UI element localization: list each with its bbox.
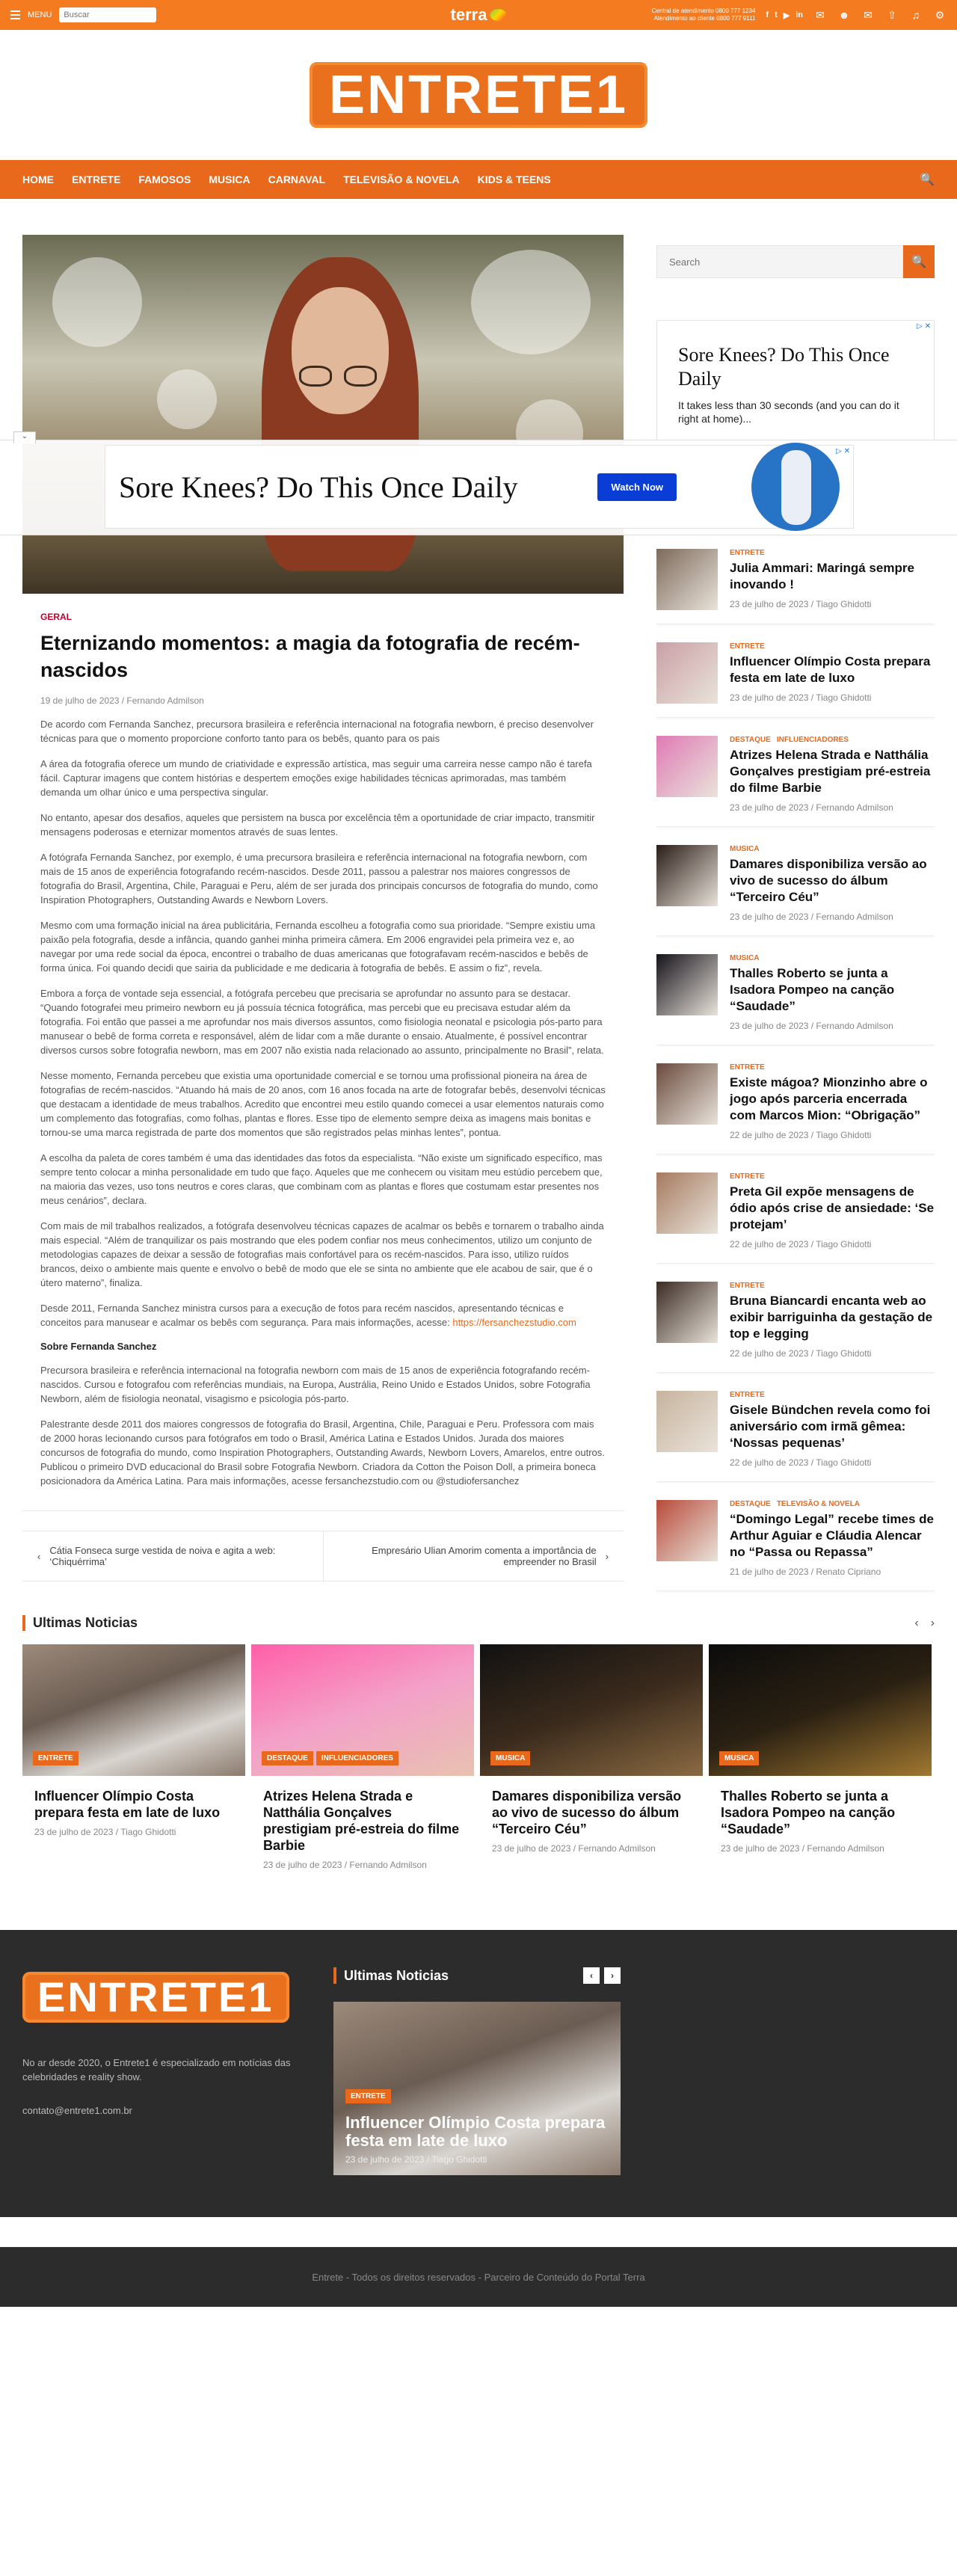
item-meta: 23 de julho de 2023 / Tiago Ghidotti — [730, 692, 872, 703]
footer-card-title[interactable]: Influencer Olímpio Costa prepara festa em late de luxo — [345, 2113, 606, 2150]
sticky-ad-banner — [0, 432, 957, 535]
article-paragraph-link: Desde 2011, Fernanda Sanchez ministra cursos para a execução de fotos para recém nascidos, apresentando técnicas e conceitos para manusear e acalmar os bebês com segurança. Para mais informações, acesse: https://fersanchezstudio.com — [40, 1303, 576, 1328]
sidebar-news-item[interactable] — [656, 1383, 935, 1482]
article-paragraph: Com mais de mil trabalhos realizados, a fotógrafa desenvolveu técnicas capazes de acalmar os bebês e tornarem o trabalho ainda mais especial. “Além de tranquilizar os pais mostrando que eles podem confiar nos meus conhecimentos, utilizo um conjunto de metodologias capazes de deixar a sessão de fotografias mais confortável para os recém-nascidos. Para isso, utilizo ruídos brancos, deixo o ambiente mais quente e envolvo o bebê de modo que ele se sinta no ambiente que ele acabou de sair, que é o útero materno”, finaliza. — [40, 1220, 604, 1288]
item-title[interactable]: Damares disponibiliza versão ao vivo de sucesso do álbum “Terceiro Céu” — [730, 857, 927, 904]
sidebar-news-item[interactable] — [656, 1165, 935, 1264]
sidebar-news-item[interactable] — [656, 947, 935, 1045]
item-title[interactable]: Bruna Biancardi encanta web ao exibir barriguinha da gestação de top e legging — [730, 1294, 933, 1341]
card-thumbnail[interactable] — [251, 1644, 474, 1776]
user-icon[interactable]: ☻ — [838, 9, 850, 21]
chevron-right-icon: › — [605, 1550, 609, 1562]
item-title[interactable]: Existe mágoa? Mionzinho abre o jogo após parceria encerrada com Marcos Mion: “Obrigação” — [730, 1075, 928, 1122]
footer-about: No ar desde 2020, o Entrete1 é especializado em notícias das celebridades e reality show. — [22, 2057, 291, 2082]
item-category[interactable]: ENTRETE — [730, 549, 765, 557]
card-title[interactable]: Damares disponibiliza versão ao vivo de sucesso do álbum “Terceiro Céu” — [492, 1789, 682, 1836]
item-category[interactable]: ENTRETE — [730, 1172, 765, 1181]
topbar-search-input[interactable] — [59, 7, 156, 22]
card-meta: 23 de julho de 2023 / Fernando Admilson — [263, 1860, 427, 1870]
facebook-icon[interactable]: f — [766, 10, 769, 19]
main-nav — [0, 160, 957, 199]
main-content — [22, 235, 624, 1591]
item-thumbnail[interactable] — [656, 549, 718, 610]
latest-news-title: Ultimas Noticias — [22, 1615, 138, 1631]
card-title[interactable]: Influencer Olímpio Costa prepara festa em late de luxo — [34, 1789, 221, 1820]
footer — [0, 1930, 957, 2307]
card-thumbnail[interactable] — [22, 1644, 245, 1776]
sidebar — [656, 235, 935, 1591]
carousel-next-icon[interactable]: › — [930, 1616, 935, 1629]
article — [22, 594, 624, 1488]
nav-home[interactable]: HOME — [22, 173, 54, 185]
item-category[interactable]: MUSICA — [730, 845, 760, 853]
card-category-chip[interactable]: ENTRETE — [345, 2089, 391, 2103]
collapse-ad-chevron-icon[interactable]: ⌄ — [13, 431, 36, 443]
nav-kids-teens[interactable]: KIDS & TEENS — [477, 173, 551, 185]
item-meta: 22 de julho de 2023 / Tiago Ghidotti — [730, 1457, 872, 1468]
item-title[interactable]: Preta Gil expõe mensagens de ódio após crise de ansiedade: ‘Se protejam’ — [730, 1184, 935, 1232]
article-paragraph: Mesmo com uma formação inicial na área publicitária, Fernanda escolheu a fotografia como sua prioridade. “Sempre existiu uma paixão pela fotografia, desde a infância, quando ganhei minha primeira câmera. Em 2006 engravidei pela primeira vez e, ao navegar por uma rede social da época, encontrei o trabalho de duas americanas que fotografavam recém-nascidos e bebês de forma única. Foi quando decidi que sairia da publicidade e me dedicaria à fotografia de bebês. E assim o fiz”, revela. — [40, 920, 596, 974]
studio-link[interactable]: https://fersanchezstudio.com — [452, 1317, 576, 1328]
item-category[interactable]: ENTRETE — [730, 642, 765, 651]
ad-title[interactable]: Sore Knees? Do This Once Daily — [119, 470, 518, 504]
item-category[interactable]: ENTRETE — [730, 1391, 765, 1399]
site-logo[interactable]: ENTRETE1 — [310, 62, 647, 128]
footer-latest-header: Ultimas Noticias ‹ › — [333, 1967, 621, 1984]
item-title[interactable]: Atrizes Helena Strada e Natthália Gonçalves prestigiam pré-estreia do filme Barbie — [730, 748, 931, 795]
latest-news-carousel — [0, 1644, 957, 1870]
sidebar-news-item[interactable] — [656, 1493, 935, 1591]
article-category[interactable]: GERAL — [40, 612, 72, 622]
sidebar-ad[interactable] — [656, 320, 935, 452]
sidebar-search-input[interactable] — [656, 245, 903, 278]
linkedin-icon[interactable]: in — [796, 10, 803, 19]
card-category-chip[interactable]: DESTAQUE — [262, 1751, 313, 1765]
nav-search-icon[interactable]: 🔍 — [920, 173, 935, 186]
sidebar-search — [656, 245, 935, 278]
item-category[interactable]: TELEVISÃO & NOVELA — [776, 1500, 860, 1508]
carousel-prev-icon[interactable]: ‹ — [914, 1616, 919, 1629]
latest-news-card[interactable] — [480, 1644, 703, 1870]
item-meta: 23 de julho de 2023 / Tiago Ghidotti — [730, 599, 872, 609]
item-meta: 22 de julho de 2023 / Tiago Ghidotti — [730, 1348, 872, 1359]
footer-logo[interactable]: ENTRETE1 — [22, 1972, 289, 2023]
latest-news-card[interactable] — [251, 1644, 474, 1870]
chat-icon[interactable]: ✉ — [816, 8, 825, 21]
nav-carnaval[interactable]: CARNAVAL — [268, 173, 326, 185]
sidebar-news-item[interactable] — [656, 1056, 935, 1155]
ad-knee-image[interactable] — [751, 443, 840, 531]
item-meta: 22 de julho de 2023 / Tiago Ghidotti — [730, 1130, 872, 1140]
article-paragraph: No entanto, apesar dos desafios, aqueles que persistem na busca por excelência têm a oportunidade de criar impacto, transmitir mensagens poderosas e eternizar momentos através de suas lentes. — [40, 812, 595, 837]
terra-logo[interactable]: terra — [451, 5, 507, 25]
topbar-contact: Central de atendimento 0800 777 1234 Atendimento ao cliente 0800 777 9111 — [651, 7, 756, 22]
item-thumbnail[interactable] — [656, 642, 718, 704]
latest-news-card[interactable] — [22, 1644, 245, 1870]
card-category-chip[interactable]: ENTRETE — [33, 1751, 79, 1765]
article-title: Eternizando momentos: a magia da fotografia de recém-nascidos — [40, 632, 580, 681]
card-title[interactable]: Thalles Roberto se junta a Isadora Pompeo na canção “Saudade” — [721, 1789, 896, 1836]
article-paragraph: Nesse momento, Fernanda percebeu que existia uma oportunidade comercial e se tornou uma profissional pioneira na área de fotografias de recém-nascidos. “Atuando há mais de 20 anos, com 16 anos focada na arte de fotografar bebês, desenvolvi técnicas que destacam a identidade de meus trabalhos. Acredito que encontrei meu estilo quando comecei a usar elementos naturais como um complemento das fotografias, como folhas, plantas e flores. Esse tipo de elemento sempre deixa as imagens mais bonitas e tornou-se uma marca registrada de parte dos momentos que são registrados pelas minhas lentes”, pontua. — [40, 1070, 606, 1138]
sidebar-news-item[interactable] — [656, 728, 935, 827]
card-category-chip[interactable]: MUSICA — [719, 1751, 759, 1765]
footer-next-icon[interactable]: › — [604, 1967, 621, 1984]
item-meta: 22 de julho de 2023 / Tiago Ghidotti — [730, 1239, 872, 1249]
footer-email[interactable]: contato@entrete1.com.br — [22, 2105, 132, 2116]
prev-post-link[interactable]: ‹ Cátia Fonseca surge vestida de noiva e agita a web: ‘Chiquérrima’ — [37, 1545, 276, 1567]
item-meta: 23 de julho de 2023 / Fernando Admilson — [730, 1021, 893, 1031]
sidebar-news-item[interactable] — [656, 541, 935, 624]
article-paragraph: A área da fotografia oferece um mundo de criatividade e expressão artística, mas seguir uma carreira nesse campo não é tarefa fácil. Capturar imagens que contem histórias e despertem emoções exige habilidades técnicas aprimoradas, mas também demanda um olhar único e uma perspectiva singular. — [40, 758, 592, 798]
item-thumbnail[interactable] — [656, 954, 718, 1015]
about-paragraph: Palestrante desde 2011 dos maiores congressos de fotografia do Brasil, Argentina, Chile, Paraguai e Peru. Professora com mais de 2000 horas lecionando cursos para fotógrafos em todo o Brasil, América Latina e Estados Unidos. Jurada dos maiores concursos de fotografia do mundo, como Inspiration Photographers, Outstanding Awards, Newborn Lovers, Amarelos, entre outros. Publicou o primeiro DVD educacional do Brasil sobre Fotografia Newborn. Criadora da Cotton the Poison Doll, a primeira boneca posicionadora da América Latina. Para mais informações, acesse fersanchezstudio.com ou @studiofersanchez — [40, 1418, 605, 1487]
card-category-chip[interactable]: INFLUENCIADORES — [316, 1751, 399, 1765]
sidebar-news-list — [656, 541, 935, 1591]
article-paragraph: A fotógrafa Fernanda Sanchez, por exemplo, é uma precursora brasileira e referência internacional na fotografia newborn, com mais de 15 anos de experiência fotografando recém-nascidos. Desde 2011, passou a palestrar nos maiores congressos de fotografia do Brasil, Argentina, Chile, Paraguai e Peru, além de ser jurada dos principais concursos de fotografia do mundo, como Inspiration Photographers, Outstanding Awards e Newborn Lovers. — [40, 852, 598, 906]
card-thumbnail[interactable] — [709, 1644, 932, 1776]
card-title[interactable]: Atrizes Helena Strada e Natthália Gonçalves prestigiam pré-estreia do filme Barbie — [263, 1789, 460, 1853]
about-heading: Sobre Fernanda Sanchez — [40, 1341, 157, 1352]
sidebar-news-item[interactable] — [656, 635, 935, 718]
ad-choices-icon[interactable]: ▷ ✕ — [917, 322, 931, 331]
bell-icon[interactable]: ♫ — [911, 9, 920, 21]
item-category[interactable]: INFLUENCIADORES — [776, 736, 849, 744]
ad-box[interactable] — [105, 445, 854, 529]
mail-icon[interactable]: ✉ — [864, 8, 873, 21]
card-meta: 23 de julho de 2023 / Fernando Admilson — [721, 1843, 884, 1854]
nav-musica[interactable]: MUSICA — [209, 173, 250, 185]
sidebar-ad-title[interactable]: Sore Knees? Do This Once Daily — [678, 344, 890, 390]
card-category-chip[interactable]: MUSICA — [490, 1751, 530, 1765]
item-title[interactable]: Thalles Roberto se junta a Isadora Pompeo na canção “Saudade” — [730, 966, 895, 1013]
item-category[interactable]: MUSICA — [730, 954, 760, 962]
nav-televisao-novela[interactable]: TELEVISÃO & NOVELA — [343, 173, 460, 185]
item-title[interactable]: “Domingo Legal” recebe times de Arthur Aguiar e Cláudia Alencar no “Passa ou Repassa” — [730, 1512, 935, 1559]
item-thumbnail[interactable] — [656, 845, 718, 906]
footer-prev-icon[interactable]: ‹ — [583, 1967, 600, 1984]
menu-icon[interactable] — [10, 10, 20, 19]
menu-label[interactable]: MENU — [28, 10, 52, 19]
sidebar-news-item[interactable] — [656, 1274, 935, 1373]
nav-famosos[interactable]: FAMOSOS — [138, 173, 191, 185]
item-title[interactable]: Gisele Bündchen revela como foi aniversário com irmã gêmea: ‘Nossas pequenas’ — [730, 1403, 931, 1450]
item-meta: 23 de julho de 2023 / Fernando Admilson — [730, 802, 893, 813]
item-category[interactable]: DESTAQUE — [730, 736, 771, 744]
settings-icon[interactable]: ⚙ — [935, 8, 945, 21]
search-icon[interactable]: 🔍 — [903, 245, 935, 278]
item-category[interactable]: DESTAQUE — [730, 1500, 771, 1508]
next-post-link[interactable]: Empresário Ulian Amorim comenta a importância de empreender no Brasil › — [323, 1531, 624, 1581]
footer-card-meta: 23 de julho de 2023 / Tiago Ghidotti — [345, 2154, 487, 2165]
item-thumbnail[interactable] — [656, 1500, 718, 1561]
card-meta: 23 de julho de 2023 / Tiago Ghidotti — [34, 1827, 176, 1837]
item-thumbnail[interactable] — [656, 1391, 718, 1452]
terra-topbar — [0, 0, 957, 30]
chevron-left-icon: ‹ — [37, 1550, 41, 1562]
item-title[interactable]: Julia Ammari: Maringá sempre inovando ! — [730, 561, 914, 591]
item-thumbnail[interactable] — [656, 1063, 718, 1125]
article-meta: 19 de julho de 2023 / Fernando Admilson — [40, 695, 204, 706]
masthead — [0, 30, 957, 160]
twitter-icon[interactable]: t — [775, 10, 778, 19]
item-category[interactable]: ENTRETE — [730, 1063, 765, 1072]
sidebar-ad-text[interactable]: It takes less than 30 seconds (and you can do it right at home)... — [678, 399, 899, 425]
item-meta: 21 de julho de 2023 / Renato Cipriano — [730, 1567, 881, 1577]
card-thumbnail[interactable] — [480, 1644, 703, 1776]
ad-choices-icon[interactable]: ▷ ✕ — [836, 447, 850, 455]
youtube-icon[interactable]: ▶ — [783, 10, 790, 20]
latest-news-header — [0, 1615, 957, 1631]
article-hero-image — [22, 235, 624, 594]
about-paragraph: Precursora brasileira e referência internacional na fotografia newborn com mais de 15 anos de experiência fotografando recém-nascidos. Cursou e fotografou com referências mundiais, na Europa, Austrália, Reino Unido e Estados Unidos, sobre Fotografia Newborn, além de fisiologia neonatal, visagismo e psicologia pós-parto. — [40, 1365, 591, 1404]
item-thumbnail[interactable] — [656, 1282, 718, 1343]
article-paragraph: A escolha da paleta de cores também é uma das identidades das fotos da especialista. “Não existe um significado específico, mas sempre tento colocar a minha personalidade em tudo que faço. Aqueles que me conhecem ou visitam meu estúdio percebem que, na maioria das vezes, uso tons neutros e cores claras, que combinam com as plantas e flores que costumam estar presentes nos meus cenários”, declara. — [40, 1152, 603, 1206]
sidebar-news-item[interactable] — [656, 837, 935, 936]
article-body — [40, 717, 606, 1488]
post-navigation — [22, 1531, 624, 1581]
item-category[interactable]: ENTRETE — [730, 1282, 765, 1290]
item-title[interactable]: Influencer Olímpio Costa prepara festa em late de luxo — [730, 654, 931, 685]
item-thumbnail[interactable] — [656, 736, 718, 797]
ad-watch-now-button[interactable]: Watch Now — [597, 473, 677, 501]
copyright: Entrete - Todos os direitos reservados - Parceiro de Conteúdo do Portal Terra — [0, 2247, 957, 2307]
nav-entrete[interactable]: ENTRETE — [72, 173, 121, 185]
upload-icon[interactable]: ⇧ — [887, 8, 896, 21]
card-meta: 23 de julho de 2023 / Fernando Admilson — [492, 1843, 656, 1854]
latest-news-card[interactable] — [709, 1644, 932, 1870]
item-thumbnail[interactable] — [656, 1172, 718, 1234]
article-paragraph: De acordo com Fernanda Sanchez, precursora brasileira e referência internacional na fotografia newborn, é preciso desenvolver técnicas para que o momento proporcione conforto tanto para os bebês, quanto para os pais — [40, 719, 594, 744]
article-paragraph: Embora a força de vontade seja essencial, a fotógrafa percebeu que precisaria se aprofundar no assunto para se destacar. “Quando fotografei meu primeiro newborn eu já possuía técnica fotográfica, mas percebi que eu precisava estudar além da fotografia. Foi então que passei a me aprofundar nos mais diversos assuntos, como fisiologia neonatal e psicologia pós-parto para manusear o bebê de forma correta e responsável, além de lidar com a mãe durante o ensaio. Atualmente, é possível encontrar diversos cursos sobre fotografia newborn, mas em 2007 não existia nada relacionado ao assunto, principalmente no Brasil”, relata. — [40, 988, 604, 1056]
footer-news-card[interactable] — [333, 2002, 621, 2175]
item-meta: 23 de julho de 2023 / Fernando Admilson — [730, 912, 893, 922]
